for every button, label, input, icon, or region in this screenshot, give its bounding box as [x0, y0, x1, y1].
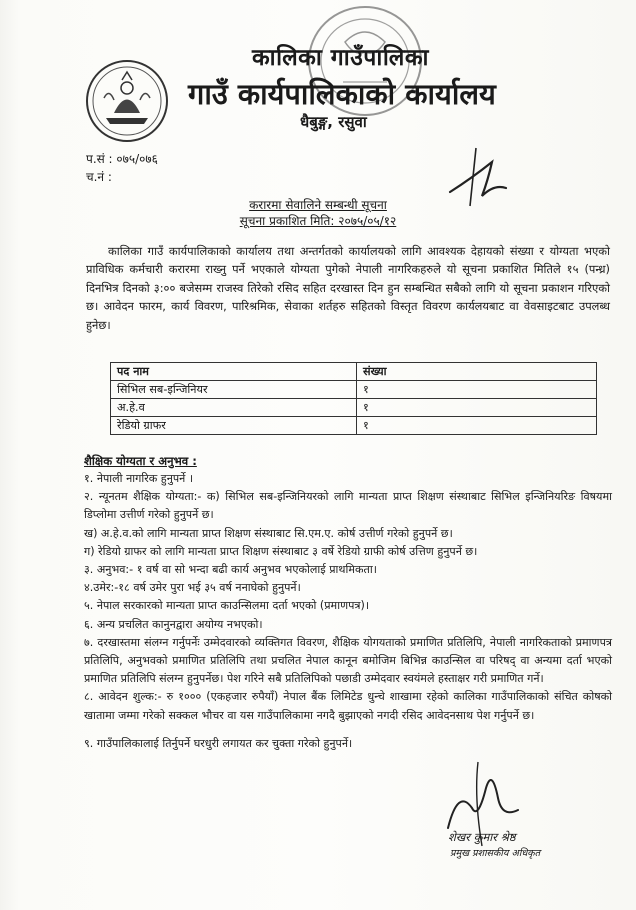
list-item: ३. अनुभव:- १ वर्ष वा सो भन्दा बढी कार्य अनुभव भएकोलाई प्राथमिकता। [84, 563, 377, 577]
notice-body: कालिका गाउँ कार्यपालिकाको कार्यालय तथा अन्तर्गतको कार्यालयको लागि आवश्यक देहायको संख्या र योग्यता भएको प्राविधिक कर्मचारी करारमा राख्नु पर्ने भएकाले योग्यता पुगेको नेपाली नागरिकहरुले यो सूचना प्रकाशित मितिले १५ (पन्ध्र) दिनभित्र दिनको ३:०० बजेसम्म राजस्व तिरेको रसिद सहित दरखास्त दिन हुन सम्बन्धित सबैको लागि यो सूचना प्रकाशन गरिएको छ। आवेदन फारम, कार्य विवरण, पारिश्रमिक, सेवाका शर्तहरु सहितको विस्तृत विवरण कार्यलयबाट वा वेवसाइटबाट उपलब्ध हुनेछ। [86, 244, 610, 332]
list-item: ६. अन्य प्रचलित कानुनद्वारा अयोग्य नभएको। [84, 617, 263, 631]
column-header-post: पद नाम [111, 363, 357, 381]
notice-publish-date: सूचना प्रकाशित मिति: २०७५/०५/१२ [239, 214, 397, 228]
municipality-name: कालिका गाउँपालिका [252, 45, 430, 71]
table-header-row [111, 363, 597, 381]
dispatch-number: च.नं : [86, 170, 112, 184]
list-item: ५. नेपाल सरकारको मान्यता प्राप्त काउन्सिलमा दर्ता भएको (प्रमाणपत्र)। [84, 599, 370, 613]
table-row [111, 399, 597, 417]
signatory-name: शेखर कुमार श्रेष्ठ [448, 830, 516, 844]
list-item: १. नेपाली नागरिक हुनुपर्ने । [84, 472, 194, 485]
list-item: ग) रेडियो ग्राफर को लागि मान्यता प्राप्त शिक्षण संस्थाबाट ३ वर्षे रेडियो ग्राफी कोर्ष उत्तिण हुनुपर्ने छ। [84, 544, 478, 558]
list-item: ८. आवेदन शुल्क:- रु १००० (एकहजार रुपैयाँ) नेपाल बैंक लिमिटेड धुन्चे शाखामा रहेको कालिका गाउँपालिकाको संचित कोषको खातामा जम्मा गरेको सक्कल भौचर वा यस गाउँपालिकामा नगदै बुझाएको नगदी रसिद आवेदनसाथ पेश गर्नुपर्ने छ। [84, 690, 612, 722]
post-count: १ [357, 381, 597, 399]
list-item: २. न्यूनतम शैक्षिक योग्यता:- क) सिभिल सब-इन्जिनियरको लागि मान्यता प्राप्त शिक्षण संस्थाबाट सिभिल इन्जिनियरिङ विषयमा डिप्लोमा उत्तीर्ण गरेको हुनुपर्ने छ। [84, 490, 612, 522]
notice-subject: करारमा सेवालिने सम्बन्धी सूचना [249, 198, 387, 212]
post-name: रेडियो ग्राफर [111, 417, 357, 435]
list-item: ७. दरखास्तमा संलग्न गर्नुपर्नेः उम्मेदवारको व्यक्तिगत विवरण, शैक्षिक योगयताको प्रमाणित प्रतिलिपि, नेपाली नागरिकताको प्रमाणपत्र प्रतिलिपि, अनुभवको प्रमाणित प्रतिलिपि तथा प्रचलित नेपाल कानून बमोजिम बिभिन्न काउन्सिल वा परिषद् वा अन्यमा दर्ता भएको प्रमाणित प्रतिलिपि संलग्न हुनुपर्नेछ। पेश गरिने सबै प्रतिलिपिको पछाडी उम्मेदवार स्वयंमले हस्ताक्षर गरी प्रमाणित गर्ने। [84, 635, 612, 686]
qualifications-list [84, 470, 612, 753]
list-item: ४.उमेर:-१८ वर्ष उमेर पुरा भई ३५ वर्ष ननाघेको हुनुपर्ने। [84, 581, 301, 595]
post-count: १ [357, 399, 597, 417]
qualifications-heading: शैक्षिक योग्यता र अनुभव : [84, 454, 197, 468]
table-row [111, 381, 597, 399]
spacer [84, 725, 612, 735]
table-row [111, 417, 597, 435]
list-item: ख) अ.हे.व.को लागि मान्यता प्राप्त शिक्षण संस्थाबाट सि.एम.ए. कोर्ष उत्तीर्ण गरेको हुनुपर्ने छ। [84, 526, 453, 540]
office-name: गाउँ कार्यपालिकाको कार्यालय [188, 77, 496, 111]
post-count: १ [357, 417, 597, 435]
post-name: सिभिल सब-इन्जिनियर [111, 381, 357, 399]
reference-number: प.सं : ०७५/०७६ [86, 152, 158, 166]
signatory-title: प्रमुख प्रशासकीय अधिकृत [450, 848, 541, 859]
column-header-count: संख्या [357, 363, 597, 381]
office-address: धैबुङ्ग, रसुवा [300, 113, 367, 131]
posts-table [110, 362, 597, 435]
list-item: ९. गाउँपालिकालाई तिर्नुपर्ने घरधुरी लगायत कर चुक्ता गरेको हुनुपर्ने। [84, 736, 353, 750]
nepal-government-emblem-icon [84, 58, 170, 144]
post-name: अ.हे.व [111, 399, 357, 417]
